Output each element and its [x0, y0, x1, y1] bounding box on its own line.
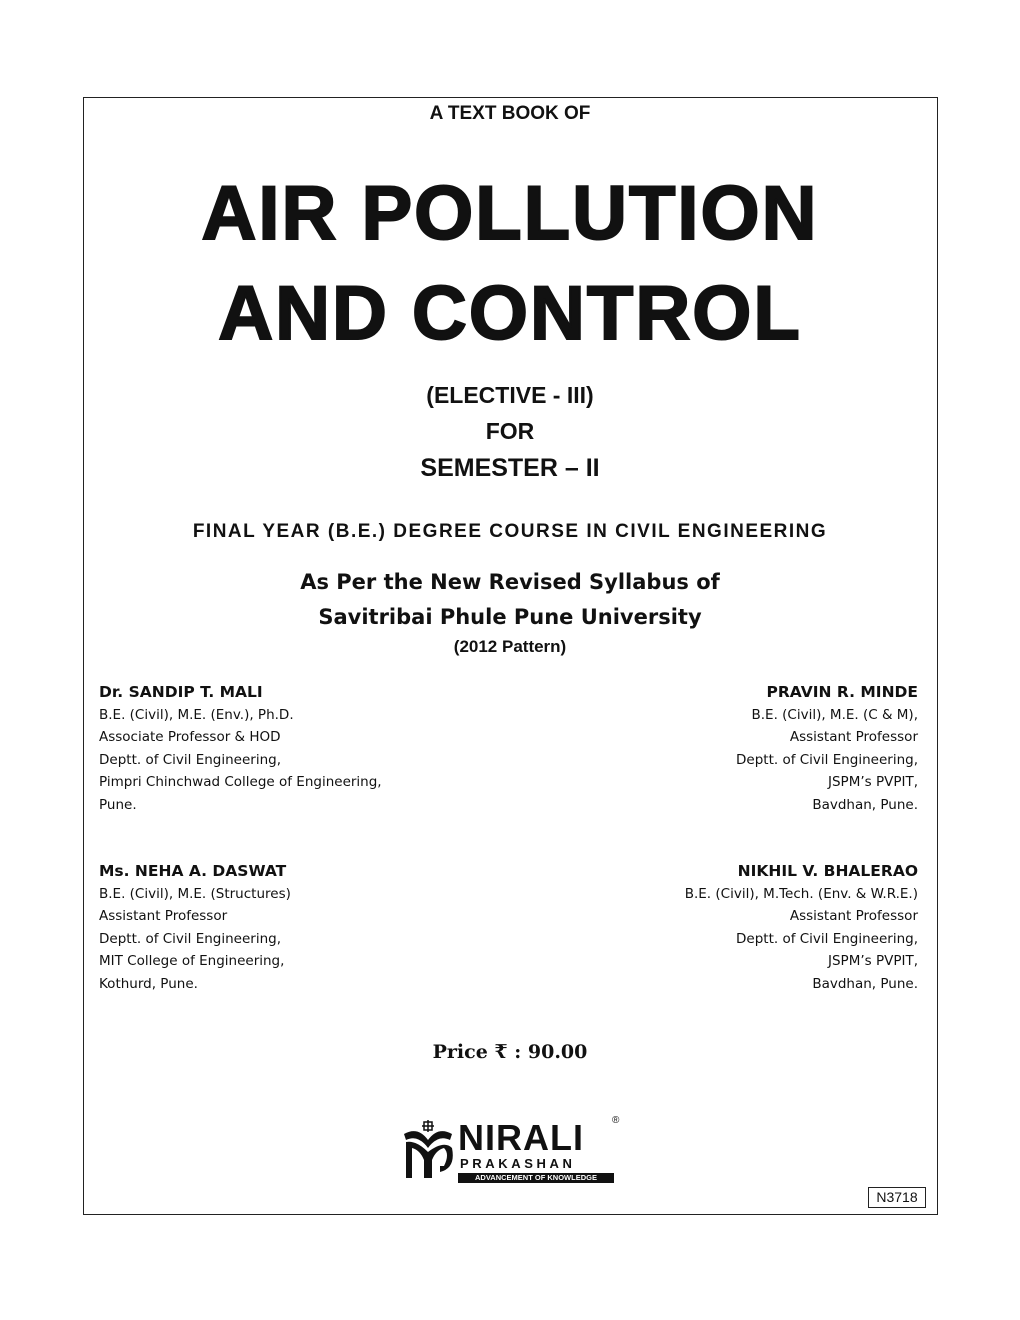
book-title-line-1: AIR POLLUTION — [201, 171, 819, 256]
author-line: Deptt. of Civil Engineering, — [99, 751, 281, 768]
author-name: NIKHIL V. BHALERAO — [737, 862, 918, 880]
author-line: B.E. (Civil), M.E. (Env.), Ph.D. — [99, 706, 294, 723]
registered-icon: ® — [612, 1115, 620, 1126]
author-line: Kothurd, Pune. — [99, 975, 198, 992]
author-line: Deptt. of Civil Engineering, — [736, 751, 918, 768]
syllabus-line-1: As Per the New Revised Syllabus of — [300, 570, 720, 594]
author-line: MIT College of Engineering, — [99, 953, 285, 970]
author-line: Deptt. of Civil Engineering, — [99, 930, 281, 947]
publisher-subname: PRAKASHAN — [460, 1156, 576, 1171]
course-label: FINAL YEAR (B.E.) DEGREE COURSE IN CIVIL ENGINEERING — [192, 521, 828, 542]
author-line: JSPM’s PVPIT, — [828, 953, 918, 970]
book-code: N3718 — [868, 1187, 926, 1208]
author-line: B.E. (Civil), M.E. (C & M), — [751, 706, 918, 723]
author-name: PRAVIN R. MINDE — [766, 683, 918, 701]
author-line: Pune. — [99, 796, 137, 813]
author-line: Assistant Professor — [789, 729, 918, 746]
author-block — [99, 860, 291, 996]
author-line: Assistant Professor — [789, 908, 918, 925]
author-block — [736, 681, 918, 817]
author-line: Pimpri Chinchwad College of Engineering, — [99, 774, 382, 791]
syllabus-line-2: Savitribai Phule Pune University — [318, 605, 702, 629]
publisher-logo — [400, 1116, 630, 1186]
pattern-label: (2012 Pattern) — [453, 637, 567, 656]
author-line: Bavdhan, Pune. — [812, 796, 918, 813]
author-line: Assistant Professor — [99, 908, 228, 925]
publisher-tagline: ADVANCEMENT OF KNOWLEDGE — [458, 1173, 614, 1183]
author-line: B.E. (Civil), M.Tech. (Env. & W.R.E.) — [684, 885, 918, 902]
author-name: Ms. NEHA A. DASWAT — [99, 862, 287, 880]
publisher-name: NIRALI — [458, 1117, 584, 1158]
elective-label: (ELECTIVE - III) — [426, 382, 594, 408]
author-line: Bavdhan, Pune. — [812, 975, 918, 992]
pretitle: A TEXT BOOK OF — [429, 103, 591, 124]
book-emblem-icon — [400, 1120, 456, 1182]
author-line: JSPM’s PVPIT, — [828, 774, 918, 791]
author-name: Dr. SANDIP T. MALI — [99, 683, 263, 701]
for-label: FOR — [485, 418, 535, 444]
author-block — [99, 681, 382, 817]
author-line: Associate Professor & HOD — [99, 729, 281, 746]
book-title-line-2: AND CONTROL — [218, 271, 802, 356]
author-line: Deptt. of Civil Engineering, — [736, 930, 918, 947]
price-label: Price ₹ : 90.00 — [432, 1041, 588, 1063]
author-block — [685, 860, 918, 996]
author-line: B.E. (Civil), M.E. (Structures) — [99, 885, 291, 902]
semester-label: SEMESTER – II — [420, 454, 600, 482]
